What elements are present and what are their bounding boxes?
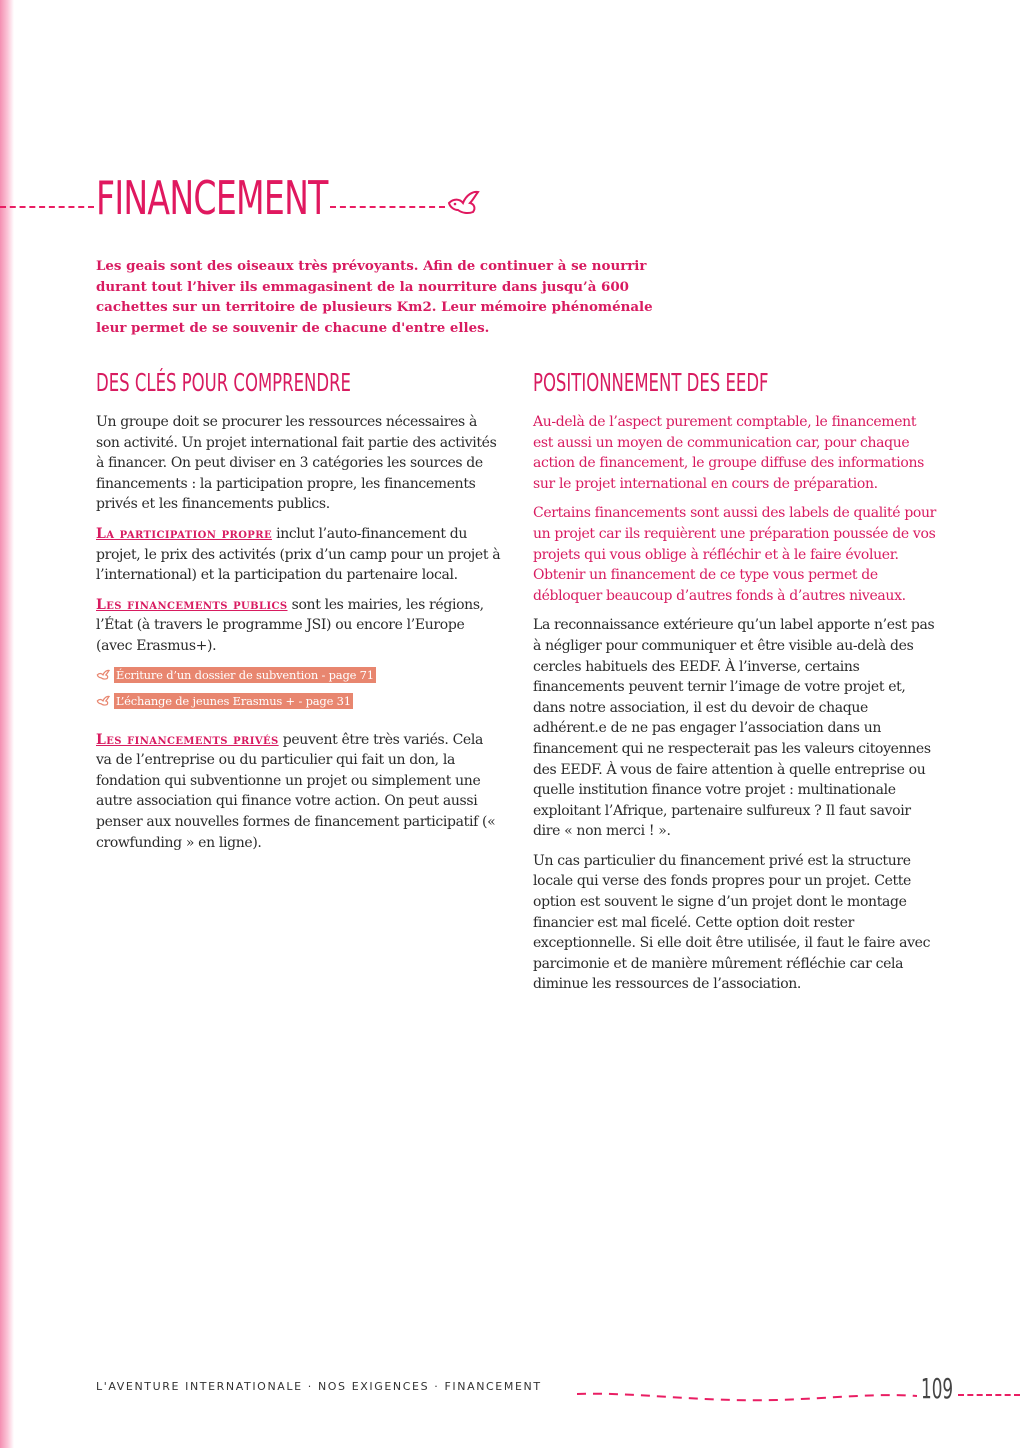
- page-title: FINANCEMENT: [96, 171, 328, 225]
- spacer: [96, 718, 501, 730]
- title-dash-left: [0, 206, 94, 208]
- page-number: 109: [921, 1372, 954, 1405]
- paragraph: Un groupe doit se procurer les ressources nécessaires à son activité. Un projet international fait partie des activités à financer. On peut diviser en 3 catégories les sources de financements : la participation propre, les financements privés et les financements publics.: [96, 414, 497, 513]
- left-column: [96, 368, 501, 862]
- cross-reference-link[interactable]: [96, 692, 501, 710]
- paragraph: Un cas particulier du financement privé est la structure locale qui verse des fonds propres pour un projet. Cette option est souvent le signe d’un projet dont le montage financier est mal ficelé. Cette option doit rester exceptionnelle. Si elle doit être utilisée, il faut le faire avec parcimonie et de manière mûrement réfléchie car cela diminue les ressources de l’association.: [533, 852, 931, 993]
- footer-wavy-dash: [577, 1390, 917, 1404]
- paragraph: La reconnaissance extérieure qu’un label apporte n’est pas à négliger pour communiquer et être visible au-delà des cercles habituels des EEDF. À l’inverse, certains financements peuvent ternir l’image de votre projet et, dans notre association, il est du devoir de chaque adhérent.e de ne pas engager l’association dans un financement qui ne respecterait pas les valeurs citoyennes des EEDF. À vous de faire attention à quelle entreprise ou quelle institution finance votre projet : multinationale exploitant l’Afrique, partenaire sulfureux ? Il faut savoir dire « non merci ! ».: [533, 617, 935, 840]
- right-column: [533, 368, 938, 1004]
- cross-reference-link[interactable]: [96, 666, 501, 684]
- term-financements-publics: Les financements publics: [96, 596, 288, 613]
- paragraph-text: peuvent être très variés. Cela va de l’entreprise ou du particulier qui fait un don, la fondation qui subventionne un projet ou simplement une autre association qui finance votre action. On peut aussi penser aux nouvelles formes de financement participatif (« crowfunding » en ligne).: [96, 731, 496, 851]
- paragraph-text: inclut l’auto-financement du projet, le prix des activités (prix d’un camp pour un projet à l’international) et la participation du partenaire local.: [96, 525, 501, 584]
- bird-icon: [96, 694, 110, 707]
- paragraph-highlight: Au-delà de l’aspect purement comptable, le financement est aussi un moyen de communication car, pour chaque action de financement, le groupe diffuse des informations sur le projet international en cours de préparation.: [533, 414, 924, 492]
- title-dash-right: [330, 206, 445, 208]
- running-footer: L'AVENTURE INTERNATIONALE · NOS EXIGENCES · FINANCEMENT: [96, 1380, 542, 1393]
- footer-dash-end: [958, 1394, 1020, 1396]
- term-financements-prives: Les financements privés: [96, 731, 279, 748]
- bird-icon: [446, 186, 480, 218]
- paragraph: [96, 524, 501, 586]
- paragraph-highlight: Certains financements sont aussi des labels de qualité pour un projet car ils requièrent une préparation poussée de vos projets qui vous oblige à réfléchir et à le faire évoluer. Obtenir un financement de ce type vous permet de débloquer beaucoup d’autres fonds à d’autres niveaux.: [533, 505, 937, 604]
- cross-reference-label[interactable]: Écriture d’un dossier de subvention - page 71: [116, 667, 374, 682]
- paragraph-text: sont les mairies, les régions, l’État (à travers le programme JSI) ou encore l’Europe (avec Erasmus+).: [96, 596, 484, 654]
- intro-text: Les geais sont des oiseaux très prévoyants. Afin de continuer à se nourrir durant tout l’hiver ils emmagasinent de la nourriture dans jusqu’à 600 cachettes sur un territoire de plusieurs Km2. Leur mémoire phénoménale leur permet de se souvenir de chacune d'entre elles.: [96, 258, 653, 336]
- cross-reference-label[interactable]: L’échange de jeunes Erasmus + - page 31: [116, 693, 351, 708]
- paragraph: [96, 730, 501, 854]
- section-heading-comprendre: DES CLÉS POUR COMPRENDRE: [96, 368, 351, 397]
- section-heading-positionnement: POSITIONNEMENT DES EEDF: [533, 368, 769, 397]
- bird-icon: [96, 668, 110, 681]
- paragraph: [96, 595, 501, 657]
- term-participation-propre: La participation propre: [96, 525, 272, 542]
- title-row: [0, 168, 520, 228]
